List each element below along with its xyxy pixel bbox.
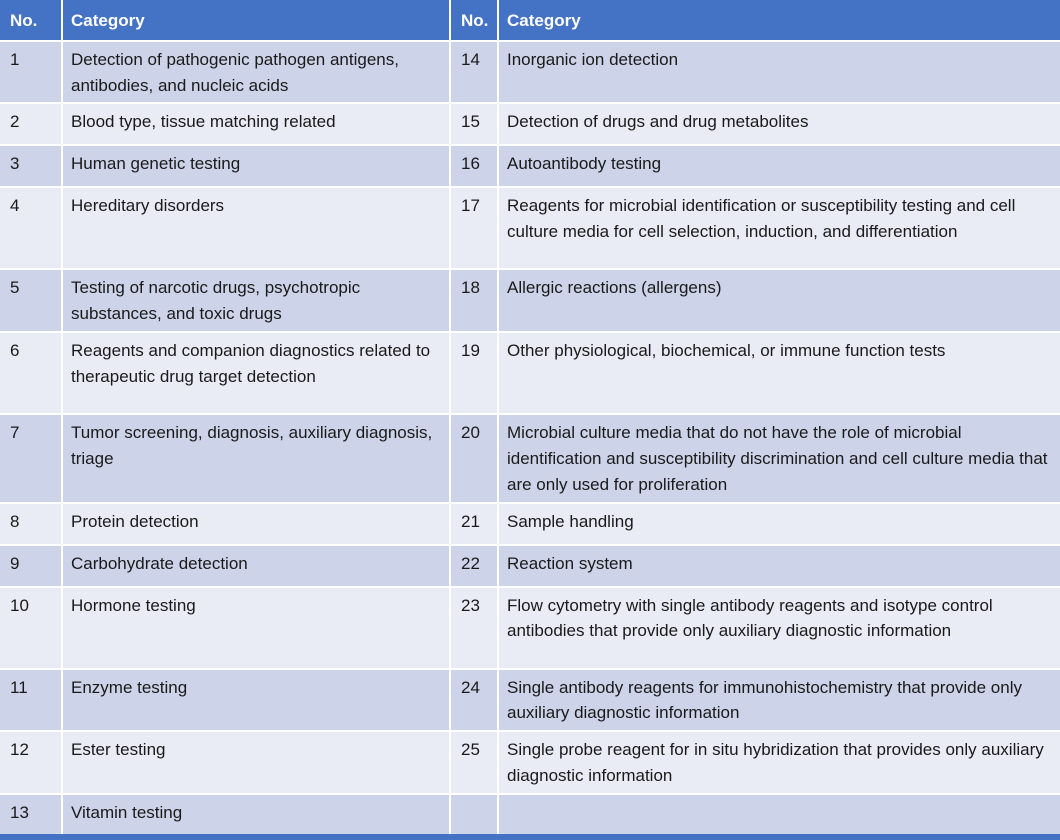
table-row <box>0 587 1060 669</box>
table-row <box>0 145 1060 187</box>
category-cell-right: Single probe reagent for in situ hybridization that provides only auxiliary diagnostic information <box>498 731 1060 794</box>
no-cell-right: 24 <box>450 669 498 732</box>
table-bottom-edge-strip <box>0 834 1060 840</box>
category-cell-left: Hereditary disorders <box>62 187 450 269</box>
table-row <box>0 503 1060 545</box>
table-row <box>0 731 1060 794</box>
no-cell-left: 2 <box>0 103 62 145</box>
no-cell-right: 20 <box>450 414 498 502</box>
category-cell-left: Hormone testing <box>62 587 450 669</box>
category-cell-right: Flow cytometry with single antibody reagents and isotype control antibodies that provide only auxiliary diagnostic information <box>498 587 1060 669</box>
category-cell-left: Reagents and companion diagnostics related to therapeutic drug target detection <box>62 332 450 414</box>
table-row <box>0 41 1060 104</box>
category-cell-right: Sample handling <box>498 503 1060 545</box>
col-header-no-right: No. <box>450 0 498 41</box>
no-cell-left: 13 <box>0 794 62 834</box>
table-row <box>0 103 1060 145</box>
category-cell-right: Inorganic ion detection <box>498 41 1060 104</box>
category-cell-left: Protein detection <box>62 503 450 545</box>
category-cell-left: Human genetic testing <box>62 145 450 187</box>
table-row <box>0 187 1060 269</box>
category-cell-left: Tumor screening, diagnosis, auxiliary diagnosis, triage <box>62 414 450 502</box>
table-row <box>0 332 1060 414</box>
category-cell-right: Reagents for microbial identification or susceptibility testing and cell culture media for cell selection, induction, and differentiation <box>498 187 1060 269</box>
no-cell-left: 1 <box>0 41 62 104</box>
category-cell-left: Blood type, tissue matching related <box>62 103 450 145</box>
table-row <box>0 269 1060 332</box>
no-cell-right: 25 <box>450 731 498 794</box>
col-header-category-left: Category <box>62 0 450 41</box>
category-cell-right: Allergic reactions (allergens) <box>498 269 1060 332</box>
category-cell-left: Testing of narcotic drugs, psychotropic substances, and toxic drugs <box>62 269 450 332</box>
category-cell-left: Detection of pathogenic pathogen antigens, antibodies, and nucleic acids <box>62 41 450 104</box>
no-cell-left: 9 <box>0 545 62 587</box>
category-cell-right: Reaction system <box>498 545 1060 587</box>
no-cell-right: 16 <box>450 145 498 187</box>
category-cell-left: Vitamin testing <box>62 794 450 834</box>
no-cell-left: 11 <box>0 669 62 732</box>
no-cell-left: 5 <box>0 269 62 332</box>
no-cell-right: 17 <box>450 187 498 269</box>
no-cell-right: 15 <box>450 103 498 145</box>
no-cell-left: 7 <box>0 414 62 502</box>
no-cell-right: 23 <box>450 587 498 669</box>
no-cell-left: 4 <box>0 187 62 269</box>
no-cell-left: 8 <box>0 503 62 545</box>
table-row <box>0 794 1060 834</box>
no-cell-right: 14 <box>450 41 498 104</box>
col-header-no-left: No. <box>0 0 62 41</box>
no-cell-right <box>450 794 498 834</box>
table-row <box>0 545 1060 587</box>
category-cell-right: Single antibody reagents for immunohistochemistry that provide only auxiliary diagnostic information <box>498 669 1060 732</box>
no-cell-right: 21 <box>450 503 498 545</box>
no-cell-left: 3 <box>0 145 62 187</box>
table-row <box>0 669 1060 732</box>
no-cell-left: 12 <box>0 731 62 794</box>
category-cell-left: Carbohydrate detection <box>62 545 450 587</box>
category-cell-right <box>498 794 1060 834</box>
category-cell-right: Autoantibody testing <box>498 145 1060 187</box>
no-cell-left: 6 <box>0 332 62 414</box>
category-cell-right: Microbial culture media that do not have the role of microbial identification and susceptibility discrimination and cell culture media that are only used for proliferation <box>498 414 1060 502</box>
no-cell-right: 19 <box>450 332 498 414</box>
col-header-category-right: Category <box>498 0 1060 41</box>
category-cell-left: Enzyme testing <box>62 669 450 732</box>
no-cell-right: 22 <box>450 545 498 587</box>
category-cell-right: Other physiological, biochemical, or immune function tests <box>498 332 1060 414</box>
header-row <box>0 0 1060 41</box>
category-cell-left: Ester testing <box>62 731 450 794</box>
no-cell-right: 18 <box>450 269 498 332</box>
table-row <box>0 414 1060 502</box>
no-cell-left: 10 <box>0 587 62 669</box>
category-cell-right: Detection of drugs and drug metabolites <box>498 103 1060 145</box>
